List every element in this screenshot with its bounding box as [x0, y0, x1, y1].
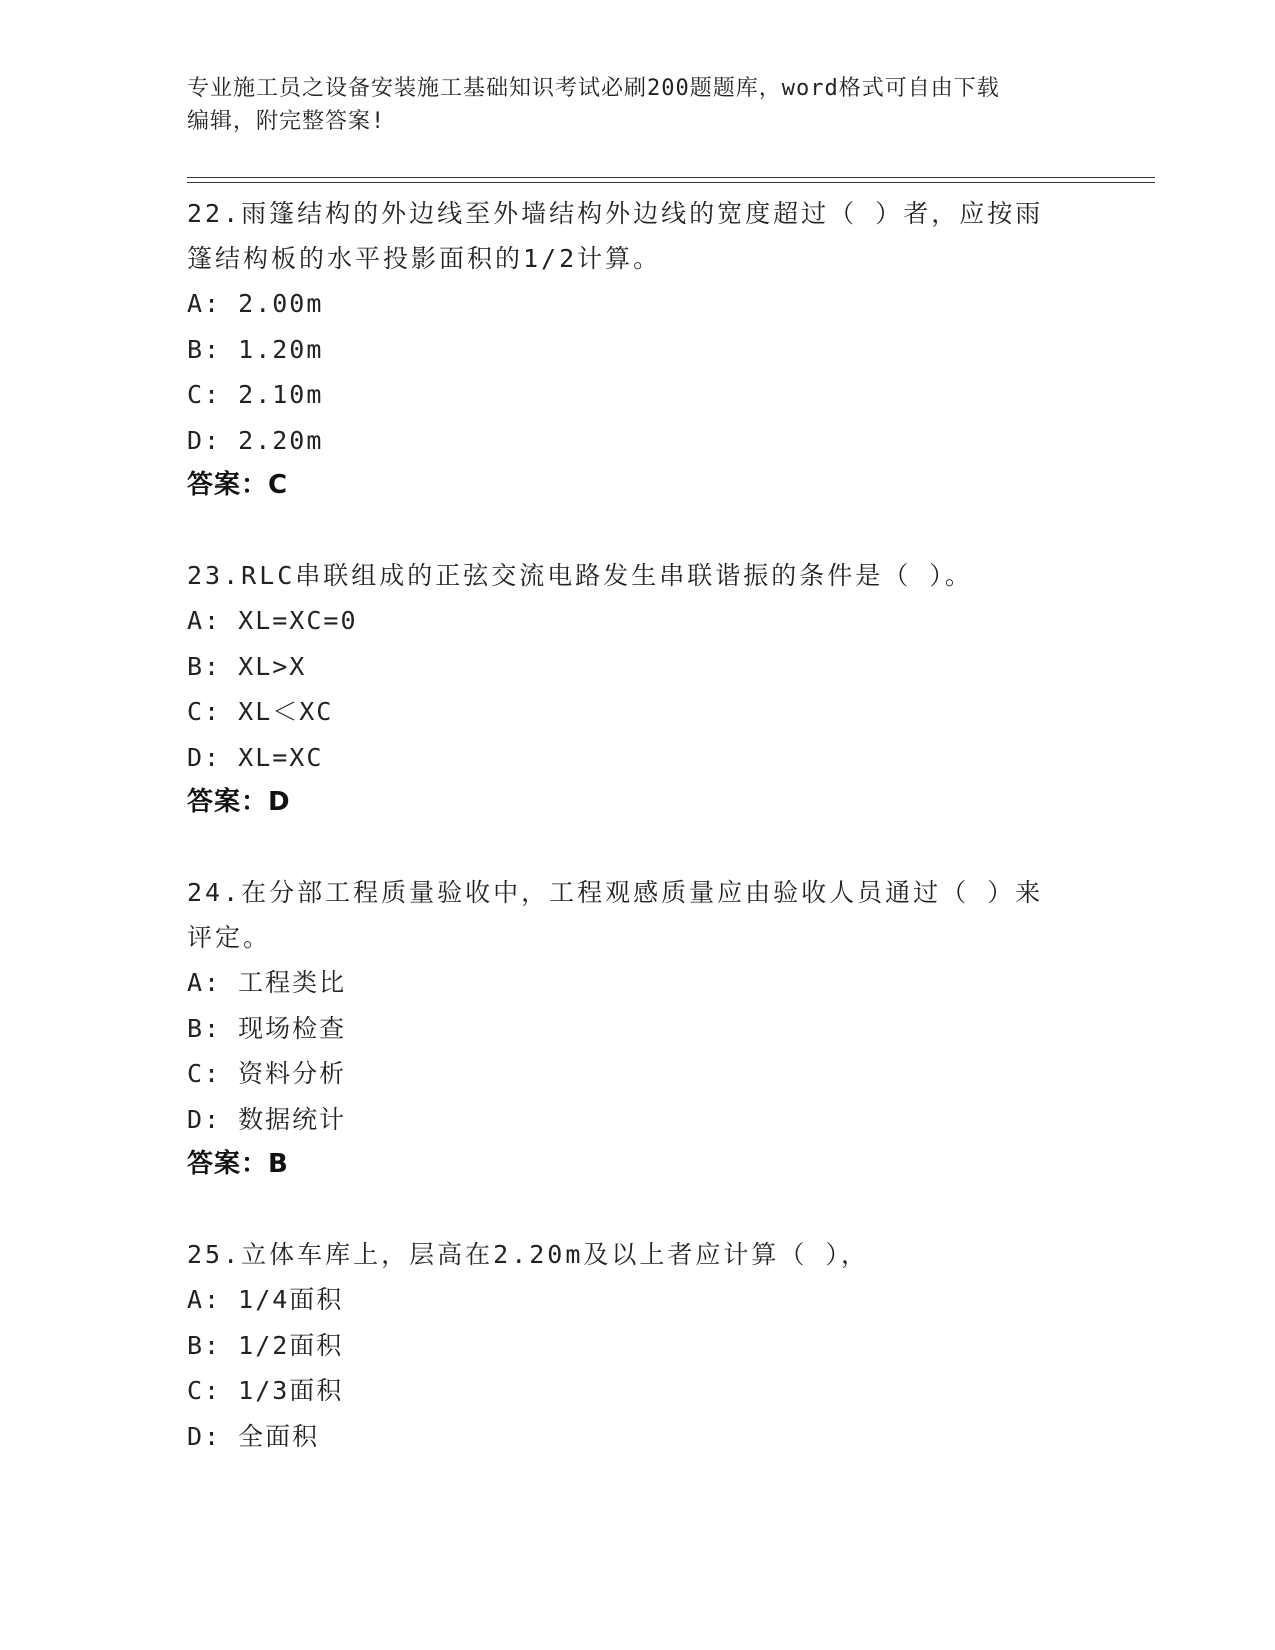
option-c: C: XL＜XC	[187, 697, 334, 726]
question-23	[187, 553, 1087, 825]
option-d: D: 数据统计	[187, 1104, 347, 1134]
question-24	[187, 870, 1087, 1187]
option-b: B: XL>X	[187, 651, 307, 681]
document-header	[187, 72, 1087, 138]
question-text-line-1: 22.雨篷结构的外边线至外墙结构外边线的宽度超过（ ）者，应按雨	[187, 199, 1044, 228]
question-text-line-2: 篷结构板的水平投影面积的1/2计算。	[187, 244, 662, 273]
option-b: B: 现场检查	[187, 1013, 347, 1043]
option-a: A: 2.00m	[187, 289, 324, 318]
option-b: B: 1.20m	[187, 334, 324, 364]
answer-label: 答案：B	[187, 1149, 289, 1179]
option-c: C: 资料分析	[187, 1059, 347, 1088]
question-text-line-1: 23.RLC串联组成的正弦交流电路发生串联谐振的条件是（ ）。	[187, 561, 973, 590]
question-25	[187, 1232, 1087, 1459]
question-list	[187, 191, 1087, 1459]
question-22	[187, 191, 1087, 508]
header-divider-bottom	[187, 182, 1155, 183]
question-spacer	[187, 508, 1087, 553]
option-d: D: 全面积	[187, 1421, 320, 1451]
header-divider-top	[187, 177, 1155, 178]
header-line-1: 专业施工员之设备安装施工基础知识考试必刷200题题库，word格式可自由下载	[187, 76, 1000, 101]
question-spacer	[187, 825, 1087, 870]
option-c: C: 2.10m	[187, 380, 324, 409]
option-a: A: XL=XC=0	[187, 606, 358, 635]
header-line-2: 编辑，附完整答案!	[187, 109, 386, 134]
option-a: A: 1/4面积	[187, 1285, 344, 1314]
option-d: D: XL=XC	[187, 742, 324, 772]
option-a: A: 工程类比	[187, 968, 347, 997]
answer-label: 答案：D	[187, 787, 291, 817]
option-c: C: 1/3面积	[187, 1376, 344, 1405]
option-d: D: 2.20m	[187, 425, 324, 455]
question-text-line-1: 25.立体车库上，层高在2.20m及以上者应计算（ ），	[187, 1240, 869, 1269]
question-text-line-2: 评定。	[187, 923, 272, 952]
answer-label: 答案：C	[187, 470, 289, 500]
question-spacer	[187, 1187, 1087, 1232]
question-text-line-1: 24.在分部工程质量验收中，工程观感质量应由验收人员通过（ ）来	[187, 878, 1044, 907]
option-b: B: 1/2面积	[187, 1330, 344, 1360]
